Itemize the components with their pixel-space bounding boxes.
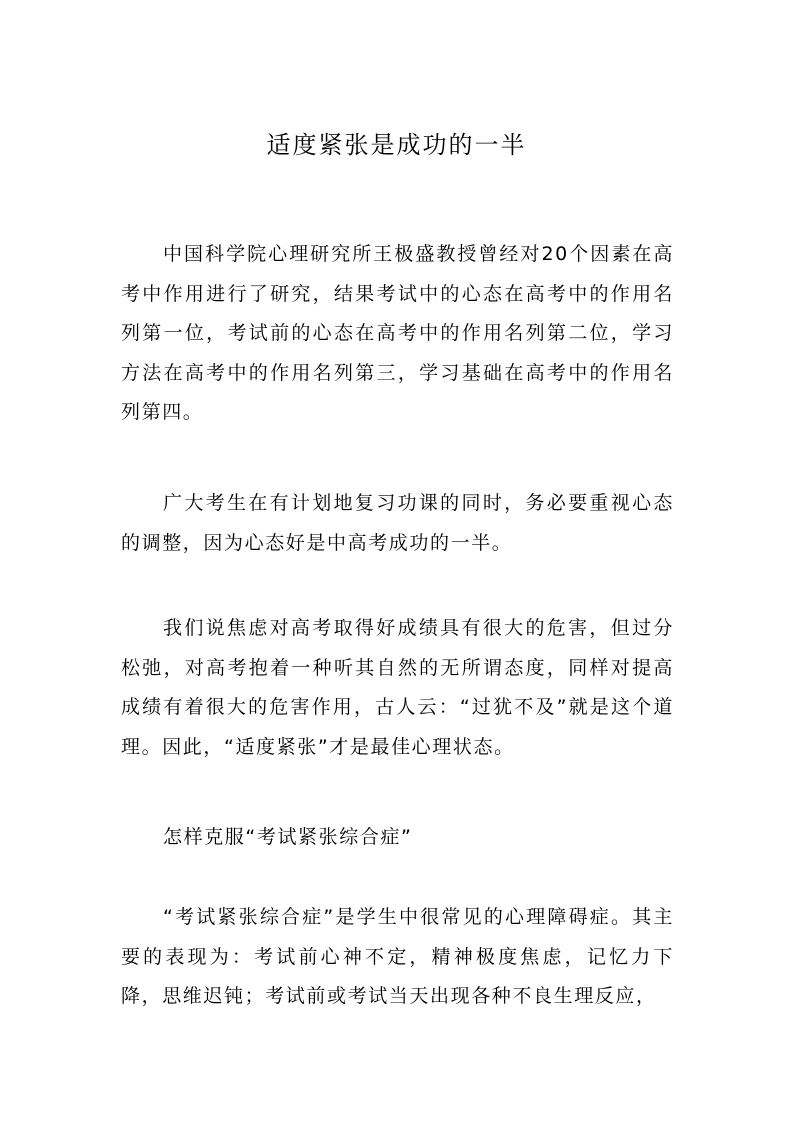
paragraph-1: 中国科学院心理研究所王极盛教授曾经对20个因素在高考中作用进行了研究，结果考试中的心态在高考中的作用名列第一位，考试前的心态在高考中的作用名列第二位，学习方法在高考中的作用名列第三，学习基础在高考中的作用名列第四。 — [121, 243, 674, 423]
section-heading: 怎样克服“考试紧张综合症” — [163, 826, 413, 848]
paragraph-3: 我们说焦虑对高考取得好成绩具有很大的危害，但过分松弛，对高考抱着一种听其自然的无所谓态度，同样对提高成绩有着很大的危害作用，古人云：“过犹不及”就是这个道理。因此，“适度紧张”才是最佳心理状态。 — [121, 617, 674, 758]
paragraph-5: “考试紧张综合症”是学生中很常见的心理障碍症。其主要的表现为：考试前心神不定，精神极度焦虑，记忆力下降，思维迟钝；考试前或考试当天出现各种不良生理反应， — [121, 906, 674, 1007]
paragraph-2: 广大考生在有计划地复习功课的同时，务必要重视心态的调整，因为心态好是中高考成功的一半。 — [121, 492, 674, 554]
document-title: 适度紧张是成功的一半 — [266, 131, 527, 159]
